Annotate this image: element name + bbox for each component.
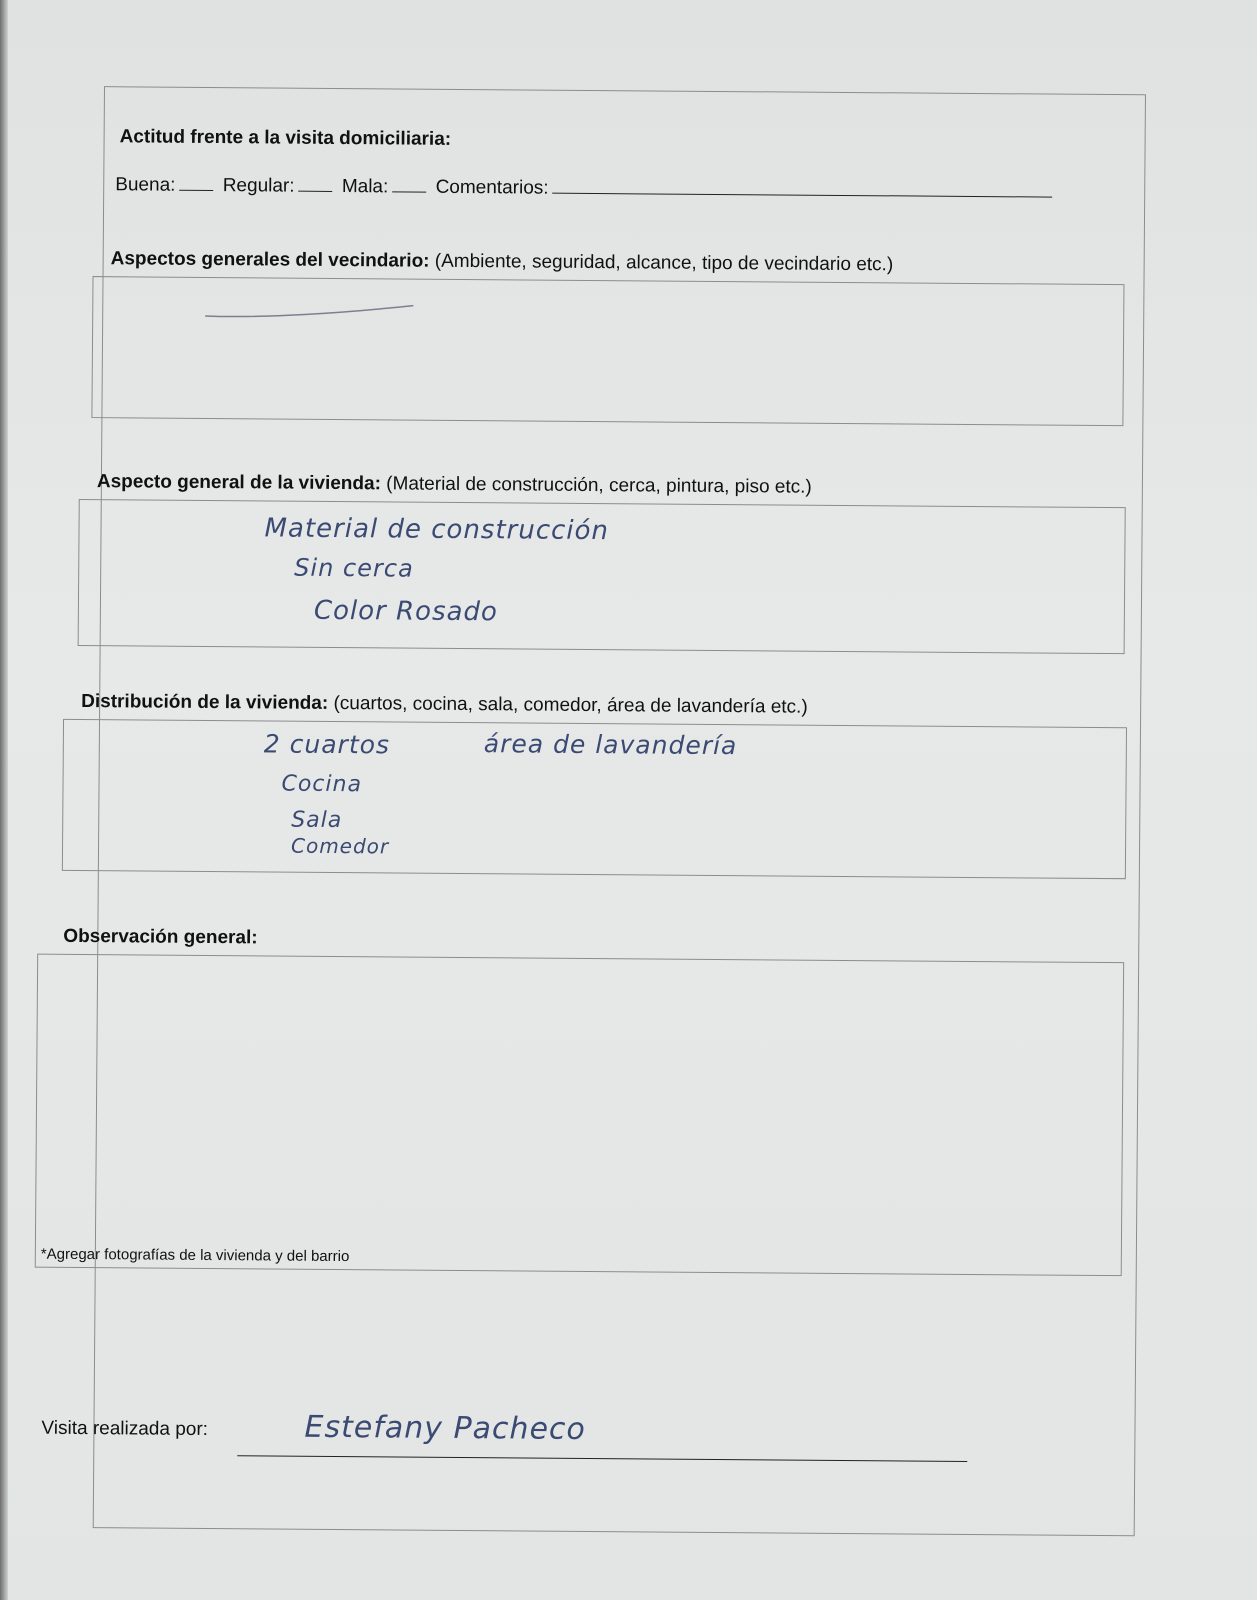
handwritten-cuartos: 2 cuartos xyxy=(263,729,391,760)
buena-label: Buena: xyxy=(115,174,176,196)
comentarios-blank[interactable] xyxy=(553,192,1053,198)
handwritten-signature: Estefany Pacheco xyxy=(304,1409,586,1447)
photo-note: *Agregar fotografías de la vivienda y del barrio xyxy=(40,1245,350,1266)
handwritten-material: Material de construcción xyxy=(264,513,610,547)
handwritten-sala: Sala xyxy=(291,807,343,834)
distribution-box[interactable] xyxy=(62,719,1127,879)
comentarios-label: Comentarios: xyxy=(435,176,549,199)
distribution-heading: Distribución de la vivienda: (cuartos, cocina, sala, comedor, área de lavandería etc.) xyxy=(81,690,808,718)
buena-blank[interactable] xyxy=(179,189,213,191)
handwritten-comedor: Comedor xyxy=(290,833,390,859)
visit-by-label: Visita realizada por: xyxy=(41,1417,209,1441)
handwritten-cocina: Cocina xyxy=(281,771,363,798)
observation-heading: Observación general: xyxy=(63,925,258,949)
stray-pen-mark xyxy=(203,298,423,330)
regular-blank[interactable] xyxy=(299,190,333,192)
form-page xyxy=(8,85,1170,1564)
observation-box[interactable] xyxy=(35,954,1124,1277)
regular-label: Regular: xyxy=(222,175,295,197)
mala-label: Mala: xyxy=(341,176,389,198)
neighborhood-heading: Aspectos generales del vecindario: (Ambiente, seguridad, alcance, tipo de vecindario etc.) xyxy=(110,248,894,276)
mala-blank[interactable] xyxy=(392,190,426,192)
handwritten-cerca: Sin cerca xyxy=(294,553,414,583)
housing-aspect-heading: Aspecto general de la vivienda: (Material de construcción, cerca, pintura, piso etc.) xyxy=(96,471,812,498)
attitude-heading: Actitud frente a la visita domiciliaria: xyxy=(119,126,452,150)
paper-edge-shadow xyxy=(0,0,8,1600)
housing-aspect-box[interactable] xyxy=(78,499,1126,654)
neighborhood-box[interactable] xyxy=(91,276,1124,426)
handwritten-color: Color Rosado xyxy=(313,595,499,628)
handwritten-lavanderia: área de lavandería xyxy=(483,729,738,761)
